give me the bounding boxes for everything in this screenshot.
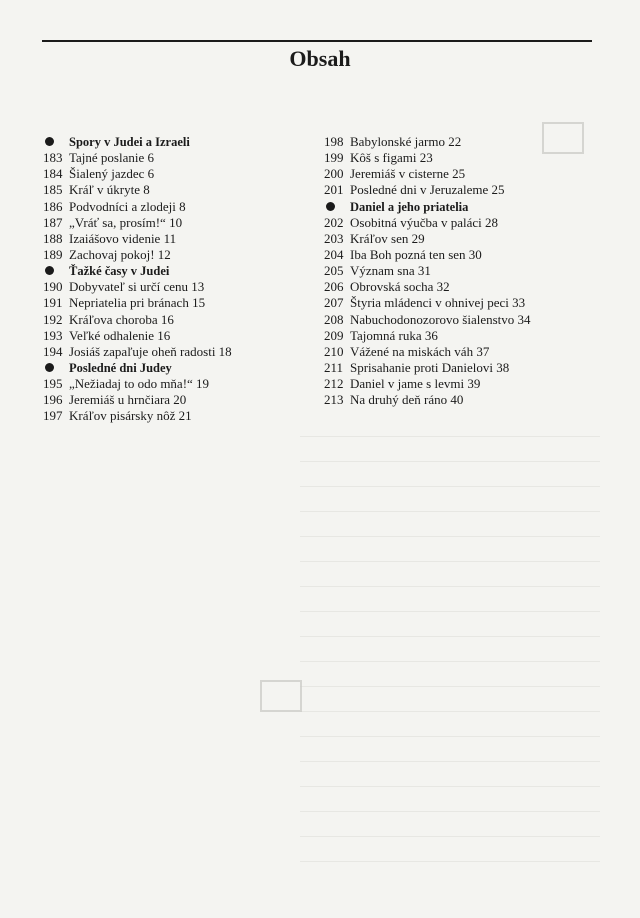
story-title-and-page: Veľké odhalenie 16 <box>69 327 171 343</box>
story-title-and-page: Nepriatelia pri bránach 15 <box>69 295 206 311</box>
section-label: Spory v Judei a Izraeli <box>69 135 190 149</box>
story-title-and-page: „Vráť sa, prosím!“ 10 <box>69 214 183 230</box>
story-number: 212 <box>324 376 344 392</box>
toc-entry <box>43 312 313 328</box>
story-number: 200 <box>324 166 344 182</box>
toc-section-heading <box>43 134 313 150</box>
toc-entry <box>43 166 313 182</box>
toc-entry <box>324 376 614 392</box>
toc-entry <box>324 295 614 311</box>
story-title-and-page: Kráľov sen 29 <box>350 230 425 246</box>
story-number: 208 <box>324 311 344 327</box>
bleed-through-mark <box>260 680 302 712</box>
story-title-and-page: Jeremiáš v cisterne 25 <box>350 166 466 182</box>
story-title-and-page: Sprisahanie proti Danielovi 38 <box>350 359 510 375</box>
story-number: 186 <box>43 198 63 214</box>
toc-entry <box>324 344 614 360</box>
toc-section-heading <box>324 199 614 215</box>
story-number: 201 <box>324 182 344 198</box>
story-title-and-page: Význam sna 31 <box>350 263 431 279</box>
toc-entry <box>324 231 614 247</box>
story-title-and-page: Josiáš zapaľuje oheň radosti 18 <box>69 343 232 359</box>
toc-entry <box>43 150 313 166</box>
story-number: 193 <box>43 327 63 343</box>
story-number: 213 <box>324 392 344 408</box>
story-title-and-page: Obrovská socha 32 <box>350 279 450 295</box>
story-number: 199 <box>324 150 344 166</box>
toc-entry <box>324 263 614 279</box>
story-number: 204 <box>324 246 344 262</box>
story-title-and-page: Babylonské jarmo 22 <box>350 134 462 149</box>
toc-entry <box>43 344 313 360</box>
toc-entry <box>43 408 313 424</box>
story-number: 206 <box>324 279 344 295</box>
story-number: 207 <box>324 295 344 311</box>
story-number: 183 <box>43 150 63 166</box>
toc-entry <box>324 328 614 344</box>
bleed-through-lines <box>300 420 600 870</box>
story-number: 197 <box>43 408 63 424</box>
story-title-and-page: Kôš s figami 23 <box>350 150 433 166</box>
story-number: 195 <box>43 376 63 392</box>
story-title-and-page: Iba Boh pozná ten sen 30 <box>350 246 482 262</box>
section-label: Posledné dni Judey <box>69 360 172 375</box>
toc-entry <box>324 312 614 328</box>
section-label: Daniel a jeho priatelia <box>350 199 469 214</box>
toc-entry <box>43 199 313 215</box>
toc-entry <box>43 376 313 392</box>
toc-column-left <box>43 134 313 425</box>
toc-entry <box>324 150 614 166</box>
toc-entry <box>324 182 614 198</box>
toc-section-heading <box>43 263 313 279</box>
toc-entry <box>43 215 313 231</box>
story-number: 191 <box>43 295 63 311</box>
story-number: 194 <box>43 343 63 359</box>
story-title-and-page: Na druhý deň ráno 40 <box>350 392 464 408</box>
story-number: 210 <box>324 343 344 359</box>
toc-entry <box>43 295 313 311</box>
story-number: 196 <box>43 392 63 408</box>
story-number: 209 <box>324 327 344 343</box>
story-number: 189 <box>43 246 63 262</box>
story-number: 202 <box>324 214 344 230</box>
toc-entry <box>43 231 313 247</box>
toc-entry <box>324 134 614 150</box>
story-title-and-page: Kráľov pisársky nôž 21 <box>69 408 192 424</box>
story-title-and-page: Izaiášovo videnie 11 <box>69 230 177 246</box>
story-number: 188 <box>43 230 63 246</box>
story-title-and-page: Tajomná ruka 36 <box>350 327 438 343</box>
story-title-and-page: Dobyvateľ si určí cenu 13 <box>69 279 205 295</box>
toc-entry <box>324 215 614 231</box>
story-title-and-page: Kráľova choroba 16 <box>69 311 174 327</box>
toc-section-heading <box>43 360 313 376</box>
story-title-and-page: Štyria mládenci v ohnivej peci 33 <box>350 295 526 311</box>
story-title-and-page: Vážené na miskách váh 37 <box>350 343 490 359</box>
story-number: 184 <box>43 166 63 182</box>
toc-entry <box>324 279 614 295</box>
story-title-and-page: Kráľ v úkryte 8 <box>69 182 150 198</box>
story-title-and-page: „Nežiadaj to odo mňa!“ 19 <box>69 376 210 392</box>
story-number: 203 <box>324 230 344 246</box>
toc-entry <box>43 279 313 295</box>
toc-entry <box>324 360 614 376</box>
story-title-and-page: Tajné poslanie 6 <box>69 150 155 166</box>
toc-entry <box>324 392 614 408</box>
story-number: 187 <box>43 214 63 230</box>
story-number: 205 <box>324 263 344 279</box>
story-title-and-page: Zachovaj pokoj! 12 <box>69 246 171 262</box>
story-title-and-page: Šialený jazdec 6 <box>69 166 155 182</box>
toc-entry <box>43 182 313 198</box>
story-title-and-page: Podvodníci a zlodeji 8 <box>69 198 186 214</box>
toc-entry <box>43 247 313 263</box>
page-title: Obsah <box>289 46 351 71</box>
story-title-and-page: Nabuchodonozorovo šialenstvo 34 <box>350 311 531 327</box>
story-number: 192 <box>43 311 63 327</box>
story-number: 198 <box>324 134 344 149</box>
story-title-and-page: Osobitná výučba v paláci 28 <box>350 214 499 230</box>
toc-entry <box>43 392 313 408</box>
toc-entry <box>324 166 614 182</box>
story-title-and-page: Posledné dni v Jeruzaleme 25 <box>350 182 505 198</box>
toc-column-right <box>324 134 614 408</box>
section-label: Ťažké časy v Judei <box>69 264 170 279</box>
story-title-and-page: Daniel v jame s levmi 39 <box>350 376 481 392</box>
story-number: 185 <box>43 182 63 198</box>
story-number: 211 <box>324 359 344 375</box>
story-title-and-page: Jeremiáš u hrnčiara 20 <box>69 392 187 408</box>
toc-entry <box>43 328 313 344</box>
story-number: 190 <box>43 279 63 295</box>
toc-entry <box>324 247 614 263</box>
